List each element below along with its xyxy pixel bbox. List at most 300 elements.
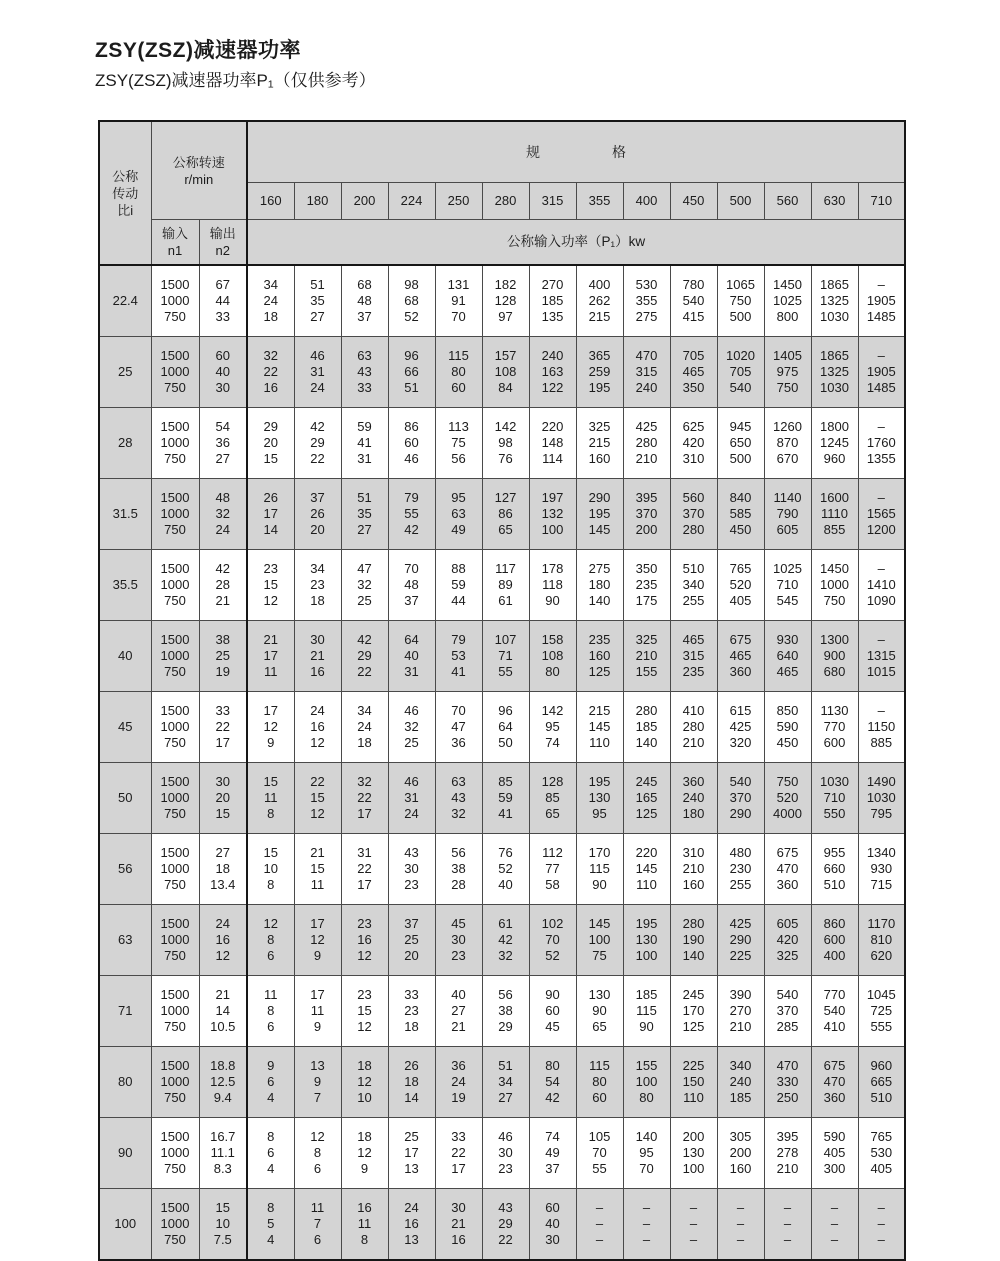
cell-line: 370 <box>682 506 705 521</box>
cell-line: 64 <box>498 719 513 734</box>
cell-line: 24 <box>404 1200 419 1215</box>
cell-line: 180 <box>588 577 611 592</box>
cell-line: 42 <box>215 561 230 576</box>
cell-line: 1000 <box>160 790 190 805</box>
cell-line: 15 <box>263 451 278 466</box>
cell-line: 148 <box>541 435 564 450</box>
cell-line: 1140 <box>773 490 802 505</box>
cell-line: 47 <box>357 561 372 576</box>
cell-line: 80 <box>545 1058 560 1073</box>
cell-line: 675 <box>823 1058 846 1073</box>
cell-line: 9.4 <box>213 1090 232 1105</box>
cell-line: 60 <box>545 1200 560 1215</box>
power-value-cell <box>482 905 529 976</box>
cell-line: – <box>830 1216 839 1231</box>
cell-line: 605 <box>776 916 799 931</box>
cell-line: 6 <box>267 948 275 963</box>
power-value-cell <box>717 337 764 408</box>
cell-line: 12 <box>310 932 325 947</box>
cell-line: 79 <box>451 632 466 647</box>
cell-line: 465 <box>776 664 799 679</box>
cell-line: – <box>736 1200 745 1215</box>
cell-line: 130 <box>635 932 658 947</box>
cell-line: 540 <box>682 293 705 308</box>
cell-line: 43 <box>498 1200 513 1215</box>
cell-line: 725 <box>870 1003 893 1018</box>
cell-line: 310 <box>682 845 705 860</box>
power-value-cell <box>576 479 623 550</box>
power-value-cell <box>811 337 858 408</box>
power-value-cell <box>576 1118 623 1189</box>
cell-line: 280 <box>682 916 705 931</box>
cell-line: 945 <box>729 419 752 434</box>
cell-line: 33 <box>357 380 372 395</box>
cell-line: 19 <box>451 1090 466 1105</box>
power-value-cell <box>764 550 811 621</box>
cell-line: 750 <box>164 522 186 537</box>
cell-line: 41 <box>498 806 513 821</box>
cell-line: 80 <box>592 1074 607 1089</box>
ratio-header-line: 传动 <box>112 185 139 201</box>
cell-line: 74 <box>545 735 560 750</box>
power-value-cell <box>623 976 670 1047</box>
cell-line: 405 <box>729 593 752 608</box>
cell-line: 750 <box>164 735 186 750</box>
size-col-header: 280 <box>482 183 529 220</box>
cell-line: 98 <box>498 435 513 450</box>
cell-line: 32 <box>215 506 230 521</box>
power-value-cell <box>294 905 341 976</box>
cell-line: 11 <box>357 1216 372 1231</box>
cell-line: 425 <box>635 419 658 434</box>
cell-line: 54 <box>215 419 230 434</box>
cell-line: 855 <box>823 522 846 537</box>
cell-line: 24 <box>404 806 419 821</box>
cell-line: 210 <box>776 1161 799 1176</box>
cell-line: 665 <box>870 1074 893 1089</box>
size-col-header: 200 <box>341 183 388 220</box>
cell-line: 56 <box>498 987 513 1002</box>
cell-line: 425 <box>729 719 752 734</box>
cell-line: 145 <box>588 522 611 537</box>
cell-line: 33 <box>404 987 419 1002</box>
cell-line: 113 <box>448 419 469 434</box>
cell-line: 114 <box>542 451 563 466</box>
cell-line: 900 <box>823 648 846 663</box>
cell-line: 230 <box>729 861 752 876</box>
cell-line: 9 <box>313 1074 322 1089</box>
cell-line: 46 <box>404 451 419 466</box>
cell-line: 18 <box>263 309 278 324</box>
cell-line: 25 <box>404 735 419 750</box>
cell-line: 29 <box>310 435 325 450</box>
cell-line: 1500 <box>160 774 190 789</box>
size-col-header: 710 <box>858 183 905 220</box>
output-speed-cell <box>199 1118 247 1189</box>
cell-line: 12 <box>357 1145 372 1160</box>
cell-line: 1500 <box>160 277 190 292</box>
cell-line: 75 <box>592 948 607 963</box>
cell-line: 90 <box>545 987 560 1002</box>
power-value-cell <box>529 905 576 976</box>
cell-line: 42 <box>545 1090 560 1105</box>
cell-line: 70 <box>451 309 466 324</box>
power-value-cell <box>764 265 811 337</box>
cell-line: 1025 <box>773 561 802 576</box>
cell-line: 14 <box>263 522 278 537</box>
power-value-cell <box>670 621 717 692</box>
ratio-group-row <box>99 550 905 621</box>
power-value-cell <box>717 976 764 1047</box>
power-value-cell <box>623 550 670 621</box>
cell-line: 1500 <box>160 703 190 718</box>
cell-line: 225 <box>729 948 752 963</box>
cell-line: 17 <box>263 506 278 521</box>
cell-line: 6 <box>313 1161 322 1176</box>
cell-line: 29 <box>498 1019 513 1034</box>
cell-line: 30 <box>215 774 230 789</box>
power-value-cell <box>482 692 529 763</box>
cell-line: 4 <box>267 1161 275 1176</box>
speed-column-header <box>151 121 247 220</box>
cell-line: 21 <box>310 845 325 860</box>
cell-line: 12.5 <box>210 1074 236 1089</box>
input-speed-cell <box>151 1118 199 1189</box>
output-speed-header <box>199 220 247 266</box>
cell-line: 158 <box>541 632 564 647</box>
power-value-cell <box>482 265 529 337</box>
cell-line: 70 <box>592 1145 607 1160</box>
cell-line: 960 <box>870 1058 893 1073</box>
cell-line: 35 <box>357 506 372 521</box>
cell-line: 1600 <box>820 490 849 505</box>
cell-line: 64 <box>404 632 419 647</box>
input-header-sub: n1 <box>167 243 183 258</box>
cell-line: 245 <box>682 987 705 1002</box>
cell-line: 10 <box>357 1090 372 1105</box>
cell-line: 9 <box>267 1058 275 1073</box>
power-value-cell <box>858 834 905 905</box>
cell-line: – <box>595 1216 604 1231</box>
cell-line: 44 <box>451 593 466 608</box>
cell-line: 22 <box>310 774 325 789</box>
cell-line: 1340 <box>866 845 896 860</box>
size-col-header: 160 <box>247 183 294 220</box>
power-value-cell <box>482 976 529 1047</box>
cell-line: 102 <box>541 916 564 931</box>
cell-line: 35 <box>310 293 325 308</box>
cell-line: 23 <box>404 1003 419 1018</box>
power-value-cell <box>811 265 858 337</box>
power-value-cell <box>623 1189 670 1261</box>
cell-line: 325 <box>776 948 799 963</box>
cell-line: 90 <box>639 1019 654 1034</box>
cell-line: 84 <box>498 380 513 395</box>
cell-line: 130 <box>588 987 611 1002</box>
power-value-cell <box>670 1118 717 1189</box>
cell-line: 34 <box>263 277 278 292</box>
ratio-cell: 45 <box>99 692 151 763</box>
power-value-cell <box>811 905 858 976</box>
cell-line: 270 <box>541 277 564 292</box>
power-value-cell <box>435 408 482 479</box>
cell-line: 135 <box>541 309 564 324</box>
power-value-cell <box>670 1189 717 1261</box>
cell-line: 130 <box>682 1145 705 1160</box>
power-value-cell <box>576 265 623 337</box>
cell-line: 850 <box>776 703 799 718</box>
cell-line: 48 <box>215 490 230 505</box>
ratio-header-line: 公称 <box>112 168 139 184</box>
power-value-cell <box>576 1189 623 1261</box>
power-value-cell <box>529 692 576 763</box>
cell-line: 117 <box>495 561 516 576</box>
power-value-cell <box>670 550 717 621</box>
ratio-column-header <box>99 121 151 265</box>
power-value-cell <box>388 1189 435 1261</box>
power-table-container <box>98 120 906 1261</box>
power-value-cell <box>670 1047 717 1118</box>
ratio-group-row <box>99 408 905 479</box>
cell-line: – <box>783 1200 792 1215</box>
cell-line: 40 <box>404 648 419 663</box>
cell-line: 46 <box>310 348 325 363</box>
cell-line: 278 <box>776 1145 799 1160</box>
cell-line: 540 <box>729 380 752 395</box>
cell-line: 175 <box>635 593 658 608</box>
cell-line: 185 <box>635 719 658 734</box>
cell-line: 22 <box>357 861 372 876</box>
cell-line: 370 <box>635 506 658 521</box>
cell-line: 70 <box>545 932 560 947</box>
cell-line: 540 <box>776 987 799 1002</box>
cell-line: 955 <box>823 845 846 860</box>
cell-line: 85 <box>498 774 513 789</box>
cell-line: 11 <box>264 987 278 1002</box>
cell-line: 12 <box>310 1129 325 1144</box>
cell-line: 125 <box>588 664 611 679</box>
cell-line: 17 <box>357 806 372 821</box>
cell-line: 1405 <box>773 348 802 363</box>
ratio-cell: 50 <box>99 763 151 834</box>
cell-line: 1325 <box>820 364 849 379</box>
output-header-sub: n2 <box>215 243 230 258</box>
cell-line: 185 <box>635 987 658 1002</box>
input-speed-cell <box>151 905 199 976</box>
ratio-header-line: 比i <box>117 202 134 218</box>
cell-line: 860 <box>823 916 846 931</box>
power-value-cell <box>858 621 905 692</box>
cell-line: 1045 <box>866 987 896 1002</box>
power-value-cell <box>717 834 764 905</box>
cell-line: 108 <box>541 648 564 663</box>
page-title: ZSY(ZSZ)减速器功率 <box>95 39 301 63</box>
cell-line: 17 <box>263 648 278 663</box>
cell-line: 163 <box>541 364 564 379</box>
cell-line: 86 <box>404 419 419 434</box>
cell-line: 10 <box>263 861 278 876</box>
cell-line: 7.5 <box>213 1232 232 1247</box>
cell-line: 26 <box>404 1058 419 1073</box>
cell-line: 19 <box>215 664 230 679</box>
ratio-cell: 100 <box>99 1189 151 1261</box>
cell-line: 16 <box>215 932 230 947</box>
cell-line: 1090 <box>866 593 896 608</box>
cell-line: 1025 <box>773 293 802 308</box>
cell-line: 195 <box>588 506 611 521</box>
cell-line: 1245 <box>820 435 849 450</box>
cell-line: 18 <box>357 1129 372 1144</box>
power-value-cell <box>529 1118 576 1189</box>
cell-line: 48 <box>357 293 372 308</box>
power-value-cell <box>623 692 670 763</box>
power-value-cell <box>717 1189 764 1261</box>
cell-line: 110 <box>636 877 657 892</box>
cell-line: 32 <box>404 719 419 734</box>
cell-line: 22 <box>263 364 278 379</box>
cell-line: 131 <box>447 277 470 292</box>
cell-line: 210 <box>635 648 658 663</box>
power-value-cell <box>529 550 576 621</box>
cell-line: 95 <box>545 719 560 734</box>
cell-line: 15 <box>263 577 278 592</box>
cell-line: 360 <box>682 774 705 789</box>
cell-line: 620 <box>870 948 893 963</box>
cell-line: – <box>877 277 885 292</box>
cell-line: 8 <box>267 932 275 947</box>
cell-line: 470 <box>776 1058 799 1073</box>
power-value-cell <box>623 905 670 976</box>
power-value-cell <box>858 905 905 976</box>
power-value-cell <box>717 763 764 834</box>
cell-line: 1500 <box>160 419 190 434</box>
cell-line: 11 <box>310 1200 325 1215</box>
cell-line: 410 <box>682 703 705 718</box>
cell-line: 29 <box>263 419 278 434</box>
input-speed-header <box>151 220 199 266</box>
power-value-cell <box>623 621 670 692</box>
power-value-cell <box>341 692 388 763</box>
ratio-group-row <box>99 1189 905 1261</box>
cell-line: 37 <box>310 490 325 505</box>
cell-line: 450 <box>776 735 799 750</box>
cell-line: 16 <box>404 1216 419 1231</box>
cell-line: 46 <box>498 1129 513 1144</box>
power-value-cell <box>670 763 717 834</box>
cell-line: 225 <box>682 1058 705 1073</box>
cell-line: 795 <box>870 806 893 821</box>
cell-line: 25 <box>404 932 419 947</box>
power-value-cell <box>388 621 435 692</box>
ratio-cell: 63 <box>99 905 151 976</box>
cell-line: 127 <box>494 490 517 505</box>
cell-line: 560 <box>682 490 705 505</box>
cell-line: 470 <box>635 348 658 363</box>
cell-line: 60 <box>592 1090 607 1105</box>
cell-line: 68 <box>357 277 372 292</box>
cell-line: 15 <box>310 790 325 805</box>
power-table <box>98 120 906 1261</box>
output-speed-cell <box>199 479 247 550</box>
power-value-cell <box>435 1189 482 1261</box>
cell-line: 55 <box>404 506 419 521</box>
cell-line: 545 <box>776 593 799 608</box>
power-value-cell <box>858 550 905 621</box>
cell-line: 705 <box>729 364 752 379</box>
cell-line: 470 <box>823 1074 846 1089</box>
power-value-cell <box>247 905 294 976</box>
cell-line: 185 <box>541 293 564 308</box>
cell-line: 51 <box>404 380 419 395</box>
cell-line: 1150 <box>867 719 896 734</box>
output-speed-cell <box>199 1189 247 1261</box>
power-value-cell <box>623 479 670 550</box>
cell-line: 132 <box>541 506 564 521</box>
input-speed-cell <box>151 976 199 1047</box>
cell-line: – <box>689 1232 698 1247</box>
cell-line: 4 <box>267 1090 275 1105</box>
cell-line: 24 <box>263 293 278 308</box>
cell-line: 6 <box>267 1019 275 1034</box>
cell-line: – <box>736 1232 745 1247</box>
cell-line: 340 <box>729 1058 752 1073</box>
cell-line: 1865 <box>820 348 849 363</box>
cell-line: 37 <box>357 309 372 324</box>
cell-line: 600 <box>823 932 846 947</box>
cell-line: 1485 <box>866 309 896 324</box>
power-value-cell <box>435 976 482 1047</box>
cell-line: 11 <box>264 664 278 679</box>
cell-line: 160 <box>729 1161 752 1176</box>
cell-line: 52 <box>404 309 419 324</box>
ratio-cell: 56 <box>99 834 151 905</box>
power-value-cell <box>811 550 858 621</box>
output-speed-cell <box>199 834 247 905</box>
cell-line: 590 <box>823 1129 846 1144</box>
cell-line: 1450 <box>820 561 849 576</box>
cell-line: 89 <box>498 577 513 592</box>
cell-line: 197 <box>541 490 564 505</box>
power-value-cell <box>341 976 388 1047</box>
cell-line: 21 <box>451 1216 466 1231</box>
cell-line: 1500 <box>160 987 190 1002</box>
cell-line: 142 <box>494 419 517 434</box>
power-value-cell <box>623 265 670 337</box>
cell-line: 30 <box>310 632 325 647</box>
output-speed-cell <box>199 265 247 337</box>
power-value-cell <box>576 621 623 692</box>
cell-line: 520 <box>729 577 752 592</box>
cell-line: 500 <box>729 309 752 324</box>
cell-line: 53 <box>451 648 466 663</box>
cell-line: 14 <box>404 1090 419 1105</box>
cell-line: 750 <box>164 1019 186 1034</box>
cell-line: 615 <box>729 703 752 718</box>
cell-line: 750 <box>823 593 846 608</box>
ratio-group-row <box>99 621 905 692</box>
cell-line: 510 <box>870 1090 893 1105</box>
cell-line: 110 <box>683 1090 704 1105</box>
cell-line: 27 <box>498 1090 513 1105</box>
cell-line: 750 <box>776 774 799 789</box>
cell-line: 750 <box>164 593 186 608</box>
power-value-cell <box>341 408 388 479</box>
ratio-cell: 90 <box>99 1118 151 1189</box>
input-header-label: 输入 <box>161 226 188 241</box>
size-col-header: 500 <box>717 183 764 220</box>
cell-line: 290 <box>588 490 611 505</box>
power-value-cell <box>717 479 764 550</box>
